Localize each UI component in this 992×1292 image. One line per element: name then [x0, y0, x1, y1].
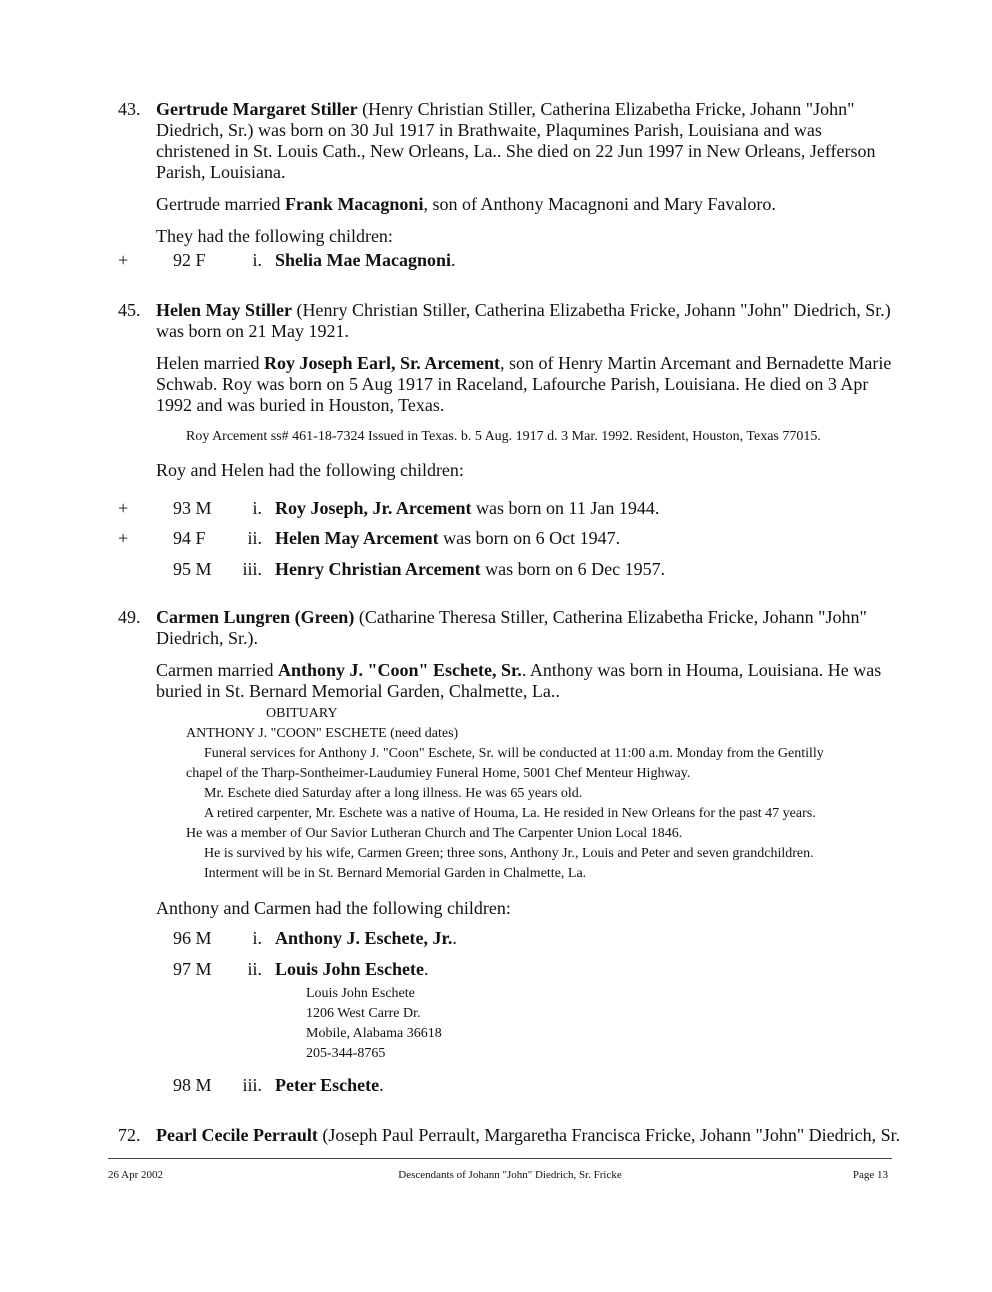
footer-rule — [108, 1158, 892, 1159]
marriage-paragraph: Carmen married Anthony J. "Coon" Eschete, Sr.. Anthony was born in Houma, Louisiana. He was buried in St. Bernard Memorial Garden, Chalmette, La.. — [156, 660, 882, 701]
marriage-paragraph: Helen married Roy Joseph Earl, Sr. Arcement, son of Henry Martin Arcemant and Bernadette Marie Schwab. Roy was born on 5 Aug 1917 in Raceland, Lafourche Parish, Louisiana. He died on 3 Apr 1992 and was buried in Houston, Texas. — [156, 353, 892, 415]
footer-title: Descendants of Johann "John" Diedrich, Sr. Fricke — [398, 1169, 622, 1181]
children-intro: They had the following children: — [156, 226, 393, 246]
person-name: Carmen Lungren (Green) — [156, 607, 355, 627]
has-descendants-marker: + — [118, 498, 129, 518]
entry-paragraph: Carmen Lungren (Green) (Catharine Theresa Stiller, Catherina Elizabetha Fricke, Johann "John" Diedrich, Sr.). — [156, 607, 867, 648]
child-number: 92 F — [173, 250, 206, 270]
entry-49 — [118, 607, 898, 713]
spouse-name: Anthony J. "Coon" Eschete, Sr. — [277, 660, 522, 680]
child-ordinal: i. — [252, 498, 262, 518]
footer-date: 26 Apr 2002 — [108, 1169, 163, 1181]
child-number: 96 M — [173, 928, 212, 948]
footer-page-number: Page 13 — [852, 1169, 888, 1181]
entry-number: 45. — [118, 300, 141, 320]
entry-number: 72. — [118, 1125, 141, 1145]
entry-number: 49. — [118, 607, 141, 627]
child-ordinal: ii. — [247, 959, 262, 979]
entry-paragraph: Gertrude Margaret Stiller (Henry Christian Stiller, Catherina Elizabetha Fricke, Johann "John" Diedrich, Sr.) was born on 30 Jul 1917 in Brathwaite, Plaqumines Parish, Louisiana and was christened in St. Louis Cath., New Orleans, La.. She died on 22 Jun 1997 in New Orleans, Jefferson Parish, Louisiana. — [156, 99, 876, 182]
person-name: Gertrude Margaret Stiller — [156, 99, 358, 119]
address-line: 1206 West Carre Dr. — [306, 1006, 421, 1021]
person-name: Helen May Stiller — [156, 300, 292, 320]
child-number: 93 M — [173, 498, 212, 518]
spouse-name: Frank Macagnoni — [284, 194, 424, 214]
entry-paragraph: Helen May Stiller (Henry Christian Stiller, Catherina Elizabetha Fricke, Johann "John" Diedrich, Sr.) was born on 21 May 1921. — [156, 300, 891, 341]
obituary — [186, 704, 906, 884]
children-intro: Roy and Helen had the following children: — [156, 460, 464, 480]
entry-45 — [118, 300, 898, 492]
child-entry: Anthony J. Eschete, Jr.. — [275, 928, 457, 948]
obituary-heading: OBITUARY — [266, 706, 338, 721]
has-descendants-marker: + — [118, 250, 129, 270]
child-number: 95 M — [173, 559, 212, 579]
obituary-name-line: ANTHONY J. "COON" ESCHETE (need dates) — [186, 726, 459, 741]
child-entry: Louis John Eschete. — [275, 959, 429, 979]
address-line: 205-344-8765 — [306, 1046, 386, 1061]
child-entry: Henry Christian Arcement was born on 6 Dec 1957. — [275, 559, 666, 579]
child-entry: Peter Eschete. — [275, 1075, 384, 1095]
child-entry: Helen May Arcement was born on 6 Oct 1947. — [275, 528, 621, 548]
obituary-line: Interment will be in St. Bernard Memorial Garden in Chalmette, La. — [204, 866, 587, 881]
child-ordinal: iii. — [242, 1075, 262, 1095]
child-entry: Roy Joseph, Jr. Arcement was born on 11 Jan 1944. — [275, 498, 660, 518]
obituary-line: He was a member of Our Savior Lutheran Church and The Carpenter Union Local 1846. — [186, 826, 683, 841]
child-entry: Shelia Mae Macagnoni. — [275, 250, 456, 270]
entry-number: 43. — [118, 99, 141, 119]
child-ordinal: i. — [252, 928, 262, 948]
spouse-name: Roy Joseph Earl, Sr. Arcement — [263, 353, 500, 373]
obituary-line: Funeral services for Anthony J. "Coon" Eschete, Sr. will be conducted at 11:00 a.m. Monday from the Gentilly — [204, 746, 824, 761]
address-block — [306, 984, 442, 1064]
child-number: 98 M — [173, 1075, 212, 1095]
address-line: Louis John Eschete — [306, 986, 415, 1001]
child-number: 97 M — [173, 959, 212, 979]
marriage-paragraph: Gertrude married Frank Macagnoni, son of Anthony Macagnoni and Mary Favaloro. — [156, 194, 776, 214]
child-ordinal: i. — [252, 250, 262, 270]
child-number: 94 F — [173, 528, 206, 548]
obituary-line: A retired carpenter, Mr. Eschete was a native of Houma, La. He resided in New Orleans for the past 47 years. — [204, 806, 816, 821]
child-ordinal: ii. — [247, 528, 262, 548]
address-line: Mobile, Alabama 36618 — [306, 1026, 442, 1041]
note: Roy Arcement ss# 461-18-7324 Issued in Texas. b. 5 Aug. 1917 d. 3 Mar. 1992. Resident, Houston, Texas 77015. — [186, 429, 821, 444]
entry-72: 72. Pearl Cecile Perrault (Joseph Paul Perrault, Margaretha Francisca Fricke, Johann "John" Diedrich, Sr. — [118, 1125, 901, 1145]
child-ordinal: iii. — [242, 559, 262, 579]
has-descendants-marker: + — [118, 528, 129, 548]
obituary-line: He is survived by his wife, Carmen Green; three sons, Anthony Jr., Louis and Peter and seven grandchildren. — [204, 846, 814, 861]
obituary-line: chapel of the Tharp-Sontheimer-Laudumiey Funeral Home, 5001 Chef Menteur Highway. — [186, 766, 691, 781]
entry-43 — [118, 99, 898, 258]
obituary-line: Mr. Eschete died Saturday after a long illness. He was 65 years old. — [204, 786, 583, 801]
children-intro: Anthony and Carmen had the following children: — [156, 898, 511, 918]
person-name: Pearl Cecile Perrault — [156, 1125, 318, 1145]
